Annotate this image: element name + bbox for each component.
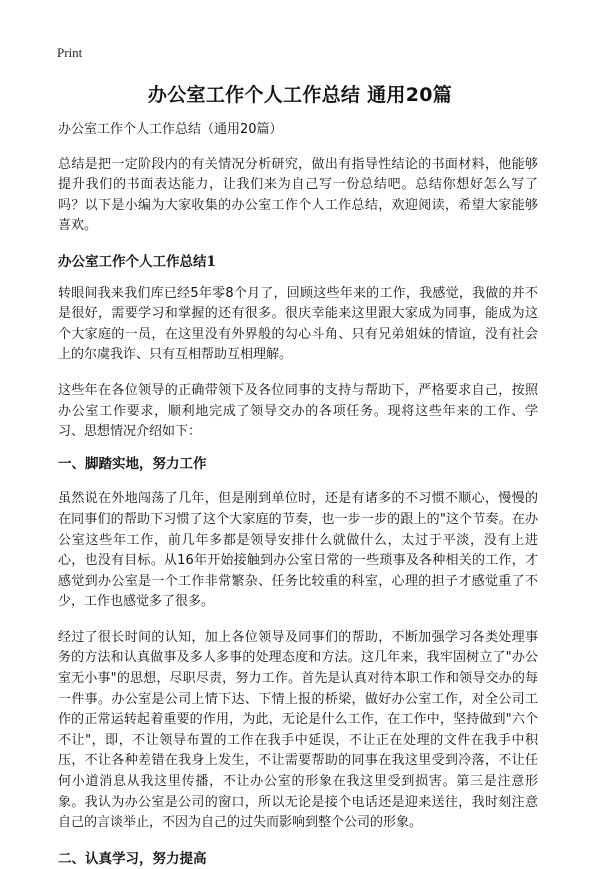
section-heading-1: 办公室工作个人工作总结1 [58,253,216,270]
subsection-heading-2: 二、认真学习，努力提高 [58,850,207,867]
body-paragraph-3: 虽然说在外地闯荡了几年，但是刚到单位时，还是有诸多的不习惯不顺心，慢慢的在同事们的帮助下习惯了这个大家庭的节奏，也一步一步的跟上的"这个节奏。在办公室这些年工作，前几年多都是领导安排什么就做什么，太过于平淡，没有上进心，也没有目标。从16年开始接触到办公室日常的一些琐事及各种相关的工作，才感觉到办公室是一个工作非常繁杂、任务比较重的科室，心理的担子才感觉重了不少，工作也感觉多了很多。 [58,491,538,610]
document-body [58,120,538,869]
intro-paragraph: 总结是把一定阶段内的有关情况分析研究，做出有指导性结论的书面材料，他能够提升我们的书面表达能力，让我们来为自己写一份总结吧。总结你想好怎么写了吗？以下是小编为大家收集的办公室工作个人工作总结，欢迎阅读，希望大家能够喜欢。 [58,156,538,234]
print-link[interactable]: Print [57,45,83,60]
document-subtitle: 办公室工作个人工作总结（通用20篇） [58,122,283,137]
document-title: 办公室工作个人工作总结 通用20篇 [147,84,453,106]
body-paragraph-4: 经过了很长时间的认知，加上各位领导及同事们的帮助，不断加强学习各类处理事务的方法和认真做事及多人多事的处理态度和方法。这几年来，我牢固树立了"办公室无小事"的思想，尽职尽责，努力工作。首先是认真对待本职工作和领导交办的每一件事。办公室是公司上情下达、下情上报的桥梁，做好办公室工作，对全公司工作的正常运转起着重要的作用，为此，无论是什么工作，在工作中，坚持做到"六个不让"，即，不让领导布置的工作在我手中延误，不让正在处理的文件在我手中积压，不让各种差错在我身上发生，不让需要帮助的同事在我这里受到冷落，不让任何小道消息从我这里传播，不让办公室的形象在我这里受到损害。第三是注意形象。我认为办公室是公司的窗口，所以无论是接个电话还是迎来送往，我时刻注意自己的言谈举止，不因为自己的过失而影响到整个公司的形象。 [58,629,538,831]
body-paragraph-1: 转眼间我来我们库已经5年零8个月了，回顾这些年来的工作，我感觉，我做的并不是很好，需要学习和掌握的还有很多。很庆幸能来这里跟大家成为同事，能成为这个大家庭的一员，在这里没有外界般的勾心斗角、只有兄弟姐妹的情谊，没有社会上的尔虞我诈、只有互相帮助互相理解。 [58,285,538,363]
subsection-heading-1: 一、脚踏实地，努力工作 [58,455,207,472]
body-paragraph-2: 这些年在各位领导的正确带领下及各位同事的支持与帮助下，严格要求自己，按照办公室工作要求，顺利地完成了领导交办的各项任务。现将这些年来的工作、学习、思想情况介绍如下： [58,382,538,440]
